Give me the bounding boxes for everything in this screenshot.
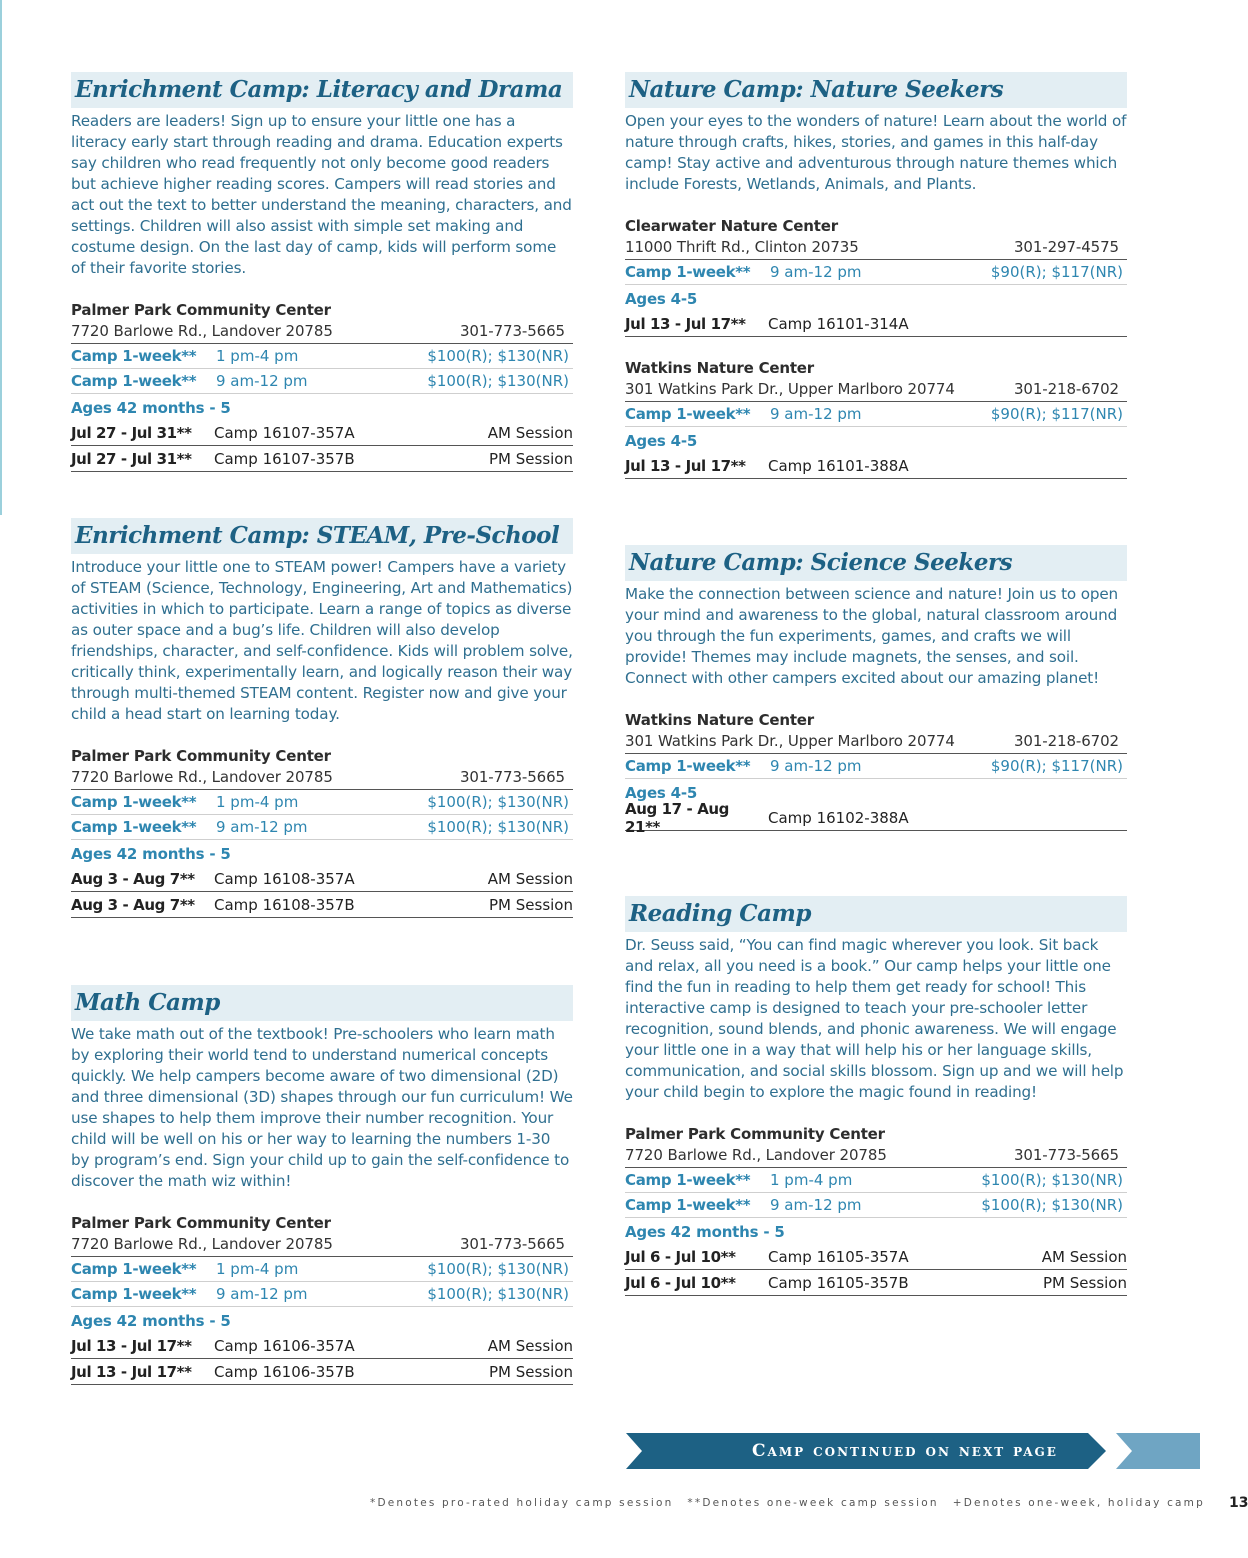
location-address-line: [71, 767, 573, 790]
price-row-price: $100(R); $130(NR): [427, 1260, 569, 1278]
session-note: PM Session: [489, 895, 573, 914]
session-row: [625, 1244, 1127, 1270]
session-note: AM Session: [487, 869, 573, 888]
price-row-time: 9 am-12 pm: [770, 1196, 862, 1214]
session-row: [625, 799, 1127, 836]
location-name: Palmer Park Community Center: [625, 1125, 885, 1143]
session-row: [625, 1270, 1127, 1296]
session-date: Aug 3 - Aug 7**: [71, 895, 195, 914]
location-address: 7720 Barlowe Rd., Landover 20785: [71, 768, 333, 786]
price-row-price: $100(R); $130(NR): [427, 818, 569, 836]
session-date: Jul 27 - Jul 31**: [71, 449, 192, 468]
session-row: [71, 420, 573, 446]
session-note: AM Session: [1041, 1247, 1127, 1266]
section-literacy-drama: [71, 72, 573, 472]
location-address-line: [625, 1145, 1127, 1168]
session-date: Jul 13 - Jul 17**: [625, 314, 746, 333]
price-row-label: Camp 1-week**: [625, 1196, 751, 1214]
section-title: Nature Camp: Nature Seekers: [625, 72, 1127, 108]
price-row: [625, 1168, 1127, 1193]
session-date: Jul 13 - Jul 17**: [71, 1336, 192, 1355]
price-row-price: $100(R); $130(NR): [427, 372, 569, 390]
location-phone: 301-773-5665: [459, 1235, 565, 1253]
section-nature-seekers: [625, 72, 1127, 479]
location-block: [71, 300, 573, 472]
price-row-label: Camp 1-week**: [625, 405, 751, 423]
session-row: [71, 446, 573, 472]
session-date: Jul 6 - Jul 10**: [625, 1273, 736, 1292]
price-row-time: 9 am-12 pm: [216, 1285, 308, 1303]
price-row-label: Camp 1-week**: [71, 818, 197, 836]
session-date: Jul 13 - Jul 17**: [71, 1362, 192, 1381]
session-row: [71, 1359, 573, 1385]
footer-note-one-week: **Denotes one-week camp session: [687, 1497, 939, 1509]
session-note: PM Session: [489, 1362, 573, 1381]
ages-label: Ages 42 months - 5: [71, 399, 231, 417]
continued-banner: [626, 1433, 1200, 1469]
location-address: 301 Watkins Park Dr., Upper Marlboro 20774: [625, 732, 955, 750]
session-code: Camp 16101-388A: [768, 456, 909, 475]
price-row-time: 1 pm-4 pm: [216, 1260, 299, 1278]
location-block: [625, 358, 1127, 479]
session-row: [625, 311, 1127, 337]
location-phone: 301-773-5665: [459, 322, 565, 340]
session-code: Camp 16108-357B: [214, 895, 355, 914]
section-steam-preschool: [71, 518, 573, 918]
location-address: 7720 Barlowe Rd., Landover 20785: [71, 322, 333, 340]
session-row: [71, 866, 573, 892]
price-row-time: 9 am-12 pm: [770, 757, 862, 775]
price-row-label: Camp 1-week**: [625, 757, 751, 775]
session-code: Camp 16107-357A: [214, 423, 355, 442]
price-row-time: 9 am-12 pm: [216, 818, 308, 836]
session-row: [71, 892, 573, 918]
section-description: Dr. Seuss said, “You can find magic wherever you look. Sit back and relax, all you need is a book.” Our camp helps your little one find the fun in reading to help them get ready for school! This interactive camp is designed to teach your pre-schooler letter recognition, sound blends, and phonic awareness. We will engage your little one in a way that will help his or her language skills, communication, and social skills blossom. Sign up and we will help your child begin to explore the magic found in reading!: [625, 936, 1124, 1101]
session-date: Jul 27 - Jul 31**: [71, 423, 192, 442]
section-reading-camp: [625, 896, 1127, 1296]
session-row: [625, 453, 1127, 479]
price-row: [71, 1257, 573, 1282]
location-phone: 301-773-5665: [459, 768, 565, 786]
price-row-time: 1 pm-4 pm: [216, 793, 299, 811]
section-title: Nature Camp: Science Seekers: [625, 545, 1127, 581]
price-row-time: 1 pm-4 pm: [770, 1171, 853, 1189]
location-name: Palmer Park Community Center: [71, 747, 331, 765]
price-row-price: $100(R); $130(NR): [981, 1171, 1123, 1189]
price-row: [71, 1282, 573, 1307]
location-block: [625, 1124, 1127, 1296]
location-name: Palmer Park Community Center: [71, 1214, 331, 1232]
footer-note-prorated: *Denotes pro-rated holiday camp session: [370, 1497, 674, 1509]
section-title: Reading Camp: [625, 896, 1127, 932]
session-date: Jul 13 - Jul 17**: [625, 456, 746, 475]
price-row: [625, 1193, 1127, 1218]
price-row: [625, 402, 1127, 427]
location-block: [71, 1213, 573, 1385]
price-row-label: Camp 1-week**: [71, 372, 197, 390]
location-address: 7720 Barlowe Rd., Landover 20785: [625, 1146, 887, 1164]
section-title: Enrichment Camp: Literacy and Drama: [71, 72, 573, 108]
ages-label: Ages 42 months - 5: [71, 1312, 231, 1330]
location-address-line: [625, 237, 1127, 260]
page-edge-line: [0, 0, 2, 515]
location-address-line: [625, 731, 1127, 754]
location-block: [625, 216, 1127, 337]
price-row-price: $100(R); $130(NR): [427, 347, 569, 365]
price-row: [71, 344, 573, 369]
session-code: Camp 16105-357A: [768, 1247, 909, 1266]
location-name: Clearwater Nature Center: [625, 217, 838, 235]
price-row-price: $100(R); $130(NR): [427, 1285, 569, 1303]
price-row-label: Camp 1-week**: [71, 1260, 197, 1278]
location-address: 7720 Barlowe Rd., Landover 20785: [71, 1235, 333, 1253]
section-description: Introduce your little one to STEAM power! Campers have a variety of STEAM (Science, Technology, Engineering, Art and Mathematics) activities in which to participate. Learn a range of topics as diverse as outer space and a bug’s life. Children will also develop friendships, character, and self-confidence. Kids will problem solve, critically think, experimentally learn, and logically reason their way through multi-themed STEAM content. Register now and give your child a head start on learning today.: [71, 558, 573, 723]
price-row-label: Camp 1-week**: [625, 263, 751, 281]
price-row: [71, 790, 573, 815]
price-row-label: Camp 1-week**: [71, 347, 197, 365]
session-row: [71, 1333, 573, 1359]
ages-label: Ages 4-5: [625, 432, 698, 450]
session-date: Jul 6 - Jul 10**: [625, 1247, 736, 1266]
section-science-seekers: [625, 545, 1127, 836]
price-row-price: $90(R); $117(NR): [990, 405, 1123, 423]
location-phone: 301-297-4575: [1013, 238, 1119, 256]
session-code: Camp 16108-357A: [214, 869, 355, 888]
price-row-time: 9 am-12 pm: [770, 263, 862, 281]
location-address-line: [625, 379, 1127, 402]
session-note: PM Session: [489, 449, 573, 468]
location-block: [625, 710, 1127, 836]
price-row-label: Camp 1-week**: [71, 793, 197, 811]
location-phone: 301-773-5665: [1013, 1146, 1119, 1164]
section-description: Readers are leaders! Sign up to ensure your little one has a literacy early start through reading and drama. Education experts say children who read frequently not only become good readers but achieve higher reading scores. Campers will read stories and act out the text to better understand the meaning, characters, and settings. Children will also assist with simple set making and costume design. On the last day of camp, kids will perform some of their favorite stories.: [71, 112, 572, 277]
location-name: Watkins Nature Center: [625, 359, 814, 377]
price-row-time: 9 am-12 pm: [216, 372, 308, 390]
session-code: Camp 16106-357A: [214, 1336, 355, 1355]
location-address: 11000 Thrift Rd., Clinton 20735: [625, 238, 859, 256]
section-description: Make the connection between science and nature! Join us to open your mind and awareness to the global, natural classroom around you through the fun experiments, games, and crafts we will provide! Themes may include magnets, the senses, and soil. Connect with other campers excited about our amazing planet!: [625, 585, 1118, 687]
session-note: PM Session: [1043, 1273, 1127, 1292]
location-block: [71, 746, 573, 918]
section-title: Math Camp: [71, 985, 573, 1021]
location-address: 301 Watkins Park Dr., Upper Marlboro 20774: [625, 380, 955, 398]
section-description: We take math out of the textbook! Pre-schoolers who learn math by exploring their world tend to understand numerical concepts quickly. We help campers become aware of two dimensional (2D) and three dimensional (3D) shapes through our fun curriculum! We use shapes to help them improve their number recognition. Your child will be well on his or her way to learning the numbers 1-30 by program’s end. Sign your child up to gain the self-confidence to discover the math wiz within!: [71, 1025, 573, 1190]
session-code: Camp 16102-388A: [768, 808, 909, 827]
section-title: Enrichment Camp: STEAM, Pre-School: [71, 518, 573, 554]
price-row-label: Camp 1-week**: [625, 1171, 751, 1189]
footer-note-holiday: +Denotes one-week, holiday camp: [952, 1497, 1205, 1509]
page-footer: [370, 1493, 1248, 1513]
location-phone: 301-218-6702: [1013, 380, 1119, 398]
session-date: Aug 17 - Aug 21**: [625, 799, 730, 836]
price-row: [71, 369, 573, 394]
banner-light-arrow: [1116, 1433, 1200, 1469]
price-row-price: $100(R); $130(NR): [427, 793, 569, 811]
session-code: Camp 16107-357B: [214, 449, 355, 468]
ages-label: Ages 4-5: [625, 290, 698, 308]
session-code: Camp 16105-357B: [768, 1273, 909, 1292]
session-code: Camp 16106-357B: [214, 1362, 355, 1381]
session-code: Camp 16101-314A: [768, 314, 909, 333]
price-row-time: 9 am-12 pm: [770, 405, 862, 423]
section-description: Open your eyes to the wonders of nature! Learn about the world of nature through crafts, hikes, stories, and games in this half-day camp! Stay active and adventurous through nature themes which include Forests, Wetlands, Animals, and Plants.: [625, 112, 1127, 193]
price-row-price: $100(R); $130(NR): [981, 1196, 1123, 1214]
section-math-camp: [71, 985, 573, 1385]
price-row: [625, 260, 1127, 285]
banner-text: Camp continued on next page: [752, 1441, 1058, 1461]
session-note: AM Session: [487, 1336, 573, 1355]
price-row-time: 1 pm-4 pm: [216, 347, 299, 365]
price-row: [625, 754, 1127, 779]
price-row-price: $90(R); $117(NR): [990, 263, 1123, 281]
price-row: [71, 815, 573, 840]
price-row-label: Camp 1-week**: [71, 1285, 197, 1303]
session-note: AM Session: [487, 423, 573, 442]
location-name: Palmer Park Community Center: [71, 301, 331, 319]
session-date: Aug 3 - Aug 7**: [71, 869, 195, 888]
location-name: Watkins Nature Center: [625, 711, 814, 729]
ages-label: Ages 42 months - 5: [625, 1223, 785, 1241]
location-address-line: [71, 321, 573, 344]
price-row-price: $90(R); $117(NR): [990, 757, 1123, 775]
location-address-line: [71, 1234, 573, 1257]
ages-label: Ages 4-5: [625, 784, 698, 802]
ages-label: Ages 42 months - 5: [71, 845, 231, 863]
page-number: 13: [1228, 1495, 1248, 1511]
location-phone: 301-218-6702: [1013, 732, 1119, 750]
